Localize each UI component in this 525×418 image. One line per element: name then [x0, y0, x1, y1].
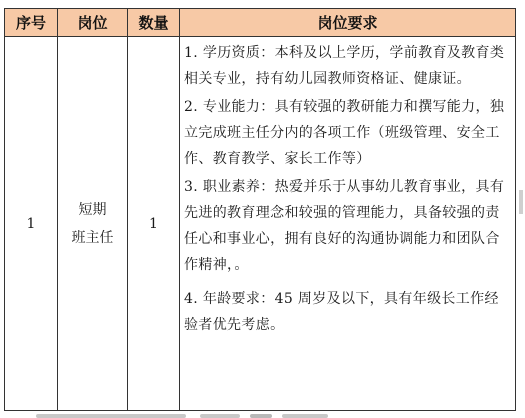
row-count: 1 — [149, 215, 158, 232]
header-count: 数量 — [138, 14, 169, 32]
requirement-age: 4. 年龄要求：45 周岁及以下，具有年级长工作经验者优先考虑。 — [184, 291, 499, 333]
row-post-line1: 短期 — [78, 201, 107, 218]
header-requirements: 岗位要求 — [317, 14, 378, 32]
row-post — [58, 37, 127, 410]
job-requirements-table — [4, 8, 516, 411]
row-requirements — [180, 37, 515, 410]
cut-off-box — [250, 414, 272, 418]
cut-off-text-strip — [0, 413, 525, 418]
cut-off-text — [200, 414, 240, 418]
row-post-line2: 班主任 — [71, 229, 114, 246]
requirement-education: 1. 学历资质：本科及以上学历，学前教育及教育类相关专业，持有幼儿园教师资格证、健康证。 — [184, 45, 505, 87]
header-no: 序号 — [15, 14, 46, 32]
requirement-professional: 2. 专业能力：具有较强的教研能力和撰写能力，独立完成班主任分内的各项工作（班级管理、安全工作、教育教学、家长工作等） — [184, 99, 505, 167]
requirement-attitude: 3. 职业素养：热爱并乐于从事幼儿教育事业，具有先进的教育理念和较强的管理能力，具备较强的责任心和事业心，拥有良好的沟通协调能力和团队合作精神，。 — [184, 179, 505, 273]
cut-off-text — [36, 414, 186, 418]
row-no: 1 — [26, 215, 36, 232]
cut-off-text — [282, 414, 328, 418]
scrollbar-thumb[interactable] — [519, 190, 523, 214]
header-post: 岗位 — [77, 14, 108, 32]
